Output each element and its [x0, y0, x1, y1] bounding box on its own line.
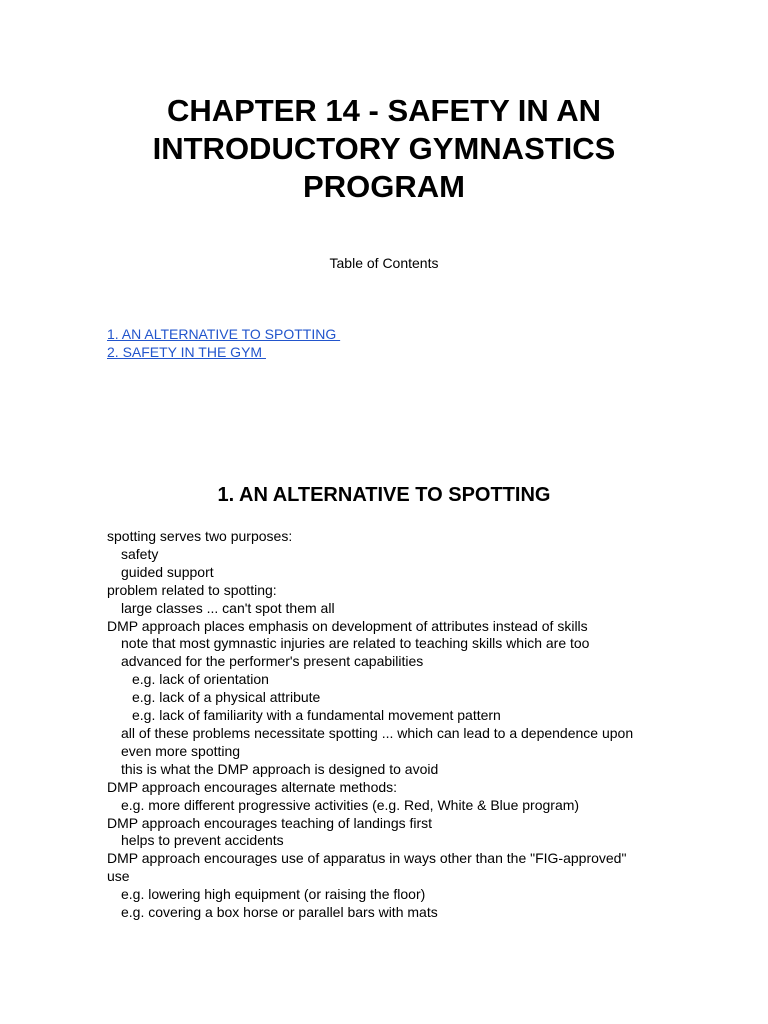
body-line: DMP approach encourages alternate methods: — [107, 778, 398, 795]
body-line: e.g. lowering high equipment (or raising the floor) — [121, 886, 426, 903]
body-line: e.g. lack of familiarity with a fundamental movement pattern — [132, 707, 501, 724]
body-line: DMP approach encourages teaching of landings first — [107, 814, 433, 831]
body-line: e.g. lack of orientation — [132, 671, 269, 688]
body-line: DMP approach encourages use of apparatus in ways other than the "FIG-approved" — [107, 850, 627, 867]
section-body — [107, 528, 707, 922]
body-line: guided support — [121, 563, 214, 580]
body-line: problem related to spotting: — [107, 581, 277, 598]
chapter-title-line: INTRODUCTORY GYMNASTICS — [152, 131, 616, 166]
section-heading: 1. AN ALTERNATIVE TO SPOTTING — [217, 484, 551, 506]
body-line: note that most gymnastic injuries are related to teaching skills which are too — [121, 635, 590, 652]
chapter-title-line: PROGRAM — [303, 169, 465, 204]
body-line: advanced for the performer's present capabilities — [121, 653, 424, 670]
body-line: even more spotting — [121, 742, 241, 759]
body-line: e.g. more different progressive activities (e.g. Red, White & Blue program) — [121, 796, 580, 813]
body-line: e.g. covering a box horse or parallel bars with mats — [121, 904, 438, 921]
body-line: this is what the DMP approach is designed to avoid — [121, 760, 439, 777]
toc-link-safety-in-the-gym[interactable]: 2. SAFETY IN THE GYM — [107, 344, 266, 360]
body-line: safety — [121, 545, 159, 562]
body-line: use — [107, 868, 130, 885]
body-line: all of these problems necessitate spotting ... which can lead to a dependence upon — [121, 724, 634, 741]
toc-link-alternative-to-spotting[interactable]: 1. AN ALTERNATIVE TO SPOTTING — [107, 326, 341, 342]
body-line: e.g. lack of a physical attribute — [132, 689, 321, 706]
toc-heading: Table of Contents — [329, 255, 439, 271]
body-line: spotting serves two purposes: — [107, 528, 293, 544]
chapter-title-line: CHAPTER 14 - SAFETY IN AN — [166, 93, 602, 128]
body-line: DMP approach places emphasis on development of attributes instead of skills — [107, 617, 588, 634]
body-line: helps to prevent accidents — [121, 832, 284, 849]
body-line: large classes ... can't spot them all — [121, 599, 335, 616]
toc-list — [107, 325, 340, 361]
chapter-title — [60, 92, 708, 206]
